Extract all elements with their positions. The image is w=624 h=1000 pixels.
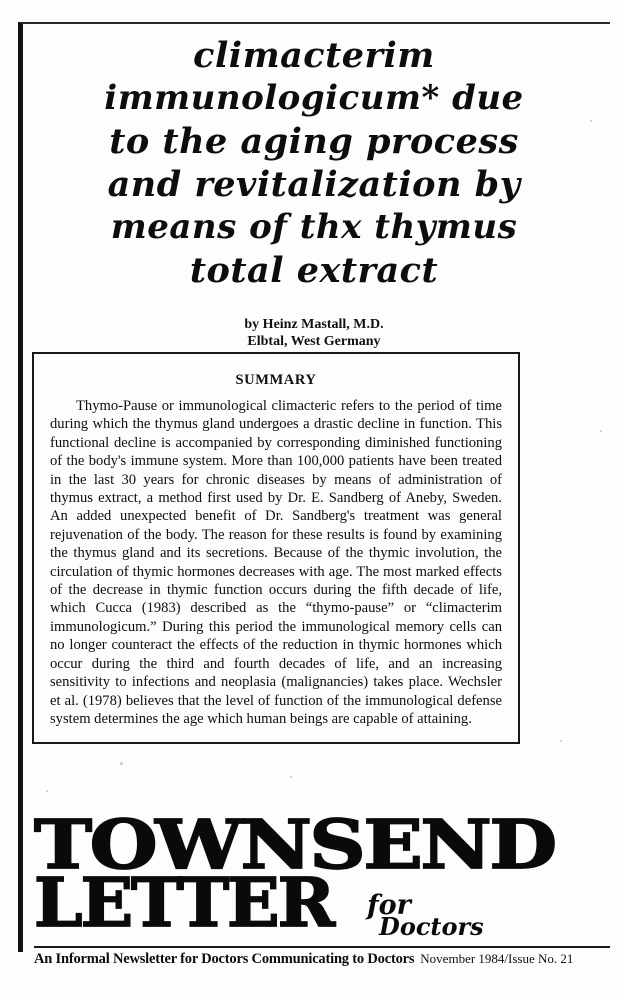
summary-heading: SUMMARY [235, 372, 317, 388]
footer-tagline: An Informal Newsletter for Doctors Communicating to Doctors [34, 951, 415, 967]
masthead-letter: LETTER [34, 863, 333, 944]
article-title [40, 34, 588, 292]
byline-affiliation: Elbtal, West Germany [247, 334, 381, 349]
scan-speckle [120, 762, 123, 765]
scan-speckle [590, 120, 592, 122]
byline-author: by Heinz Mastall, M.D. [244, 317, 384, 332]
title-line-5: means of thx thymus [110, 207, 518, 247]
footer-issue: November 1984/Issue No. 21 [420, 951, 574, 966]
masthead-doctors: Doctors [379, 912, 484, 941]
title-line-4: and revitalization by [107, 164, 521, 205]
summary-box [32, 352, 520, 744]
footer-rule [34, 946, 610, 948]
masthead-townsend: TOWNSEND [34, 805, 555, 886]
masthead [34, 805, 594, 944]
title-line-2: immunologicum* due [104, 78, 524, 118]
title-line-1: climacterim [193, 35, 435, 76]
scan-speckle [600, 430, 602, 432]
scan-speckle [290, 776, 292, 778]
byline [40, 316, 588, 350]
scan-speckle [560, 740, 562, 742]
title-line-6: total extract [189, 250, 439, 291]
scan-speckle [46, 790, 48, 792]
summary-text: Thymo-Pause or immunological climacteric refers to the period of time during which the thymus gland undergoes a drastic decline in function. This functional decline is accompanied by corresponding diminished functioning of the body's immune system. More than 100,000 patients have been treated in the last 30 years for chronic diseases by means of administration of thymus extract, a method first used by Dr. E. Sandberg of Aneby, Sweden. An added unexpected benefit of Dr. Sandberg's treatment was general rejuvenation of the body. The reason for these results is found by examining the thymus gland and its secretions. Because of the thymic involution, the circulation of thymic hormones decreases with age. The most marked effects of the decrease in thymic function occurs during the fifth decade of life, which Cucca (1983) described as the “thymo-pause” or “climacterim immunologicum.” During this period the immunological memory cells can no longer counteract the effects of the reduction in thymic hormones which occur during the third and fourth decades of life, and an increasing sensitivity to infections and neoplasia (malignancies) takes place. Wechsler et al. (1978) believes that the level of function of the immunological defense system determines the age which human beings are capable of attaining. [50, 398, 502, 727]
masthead-for: for [367, 890, 411, 921]
title-line-3: to the aging process [109, 121, 519, 162]
footer [34, 950, 614, 968]
